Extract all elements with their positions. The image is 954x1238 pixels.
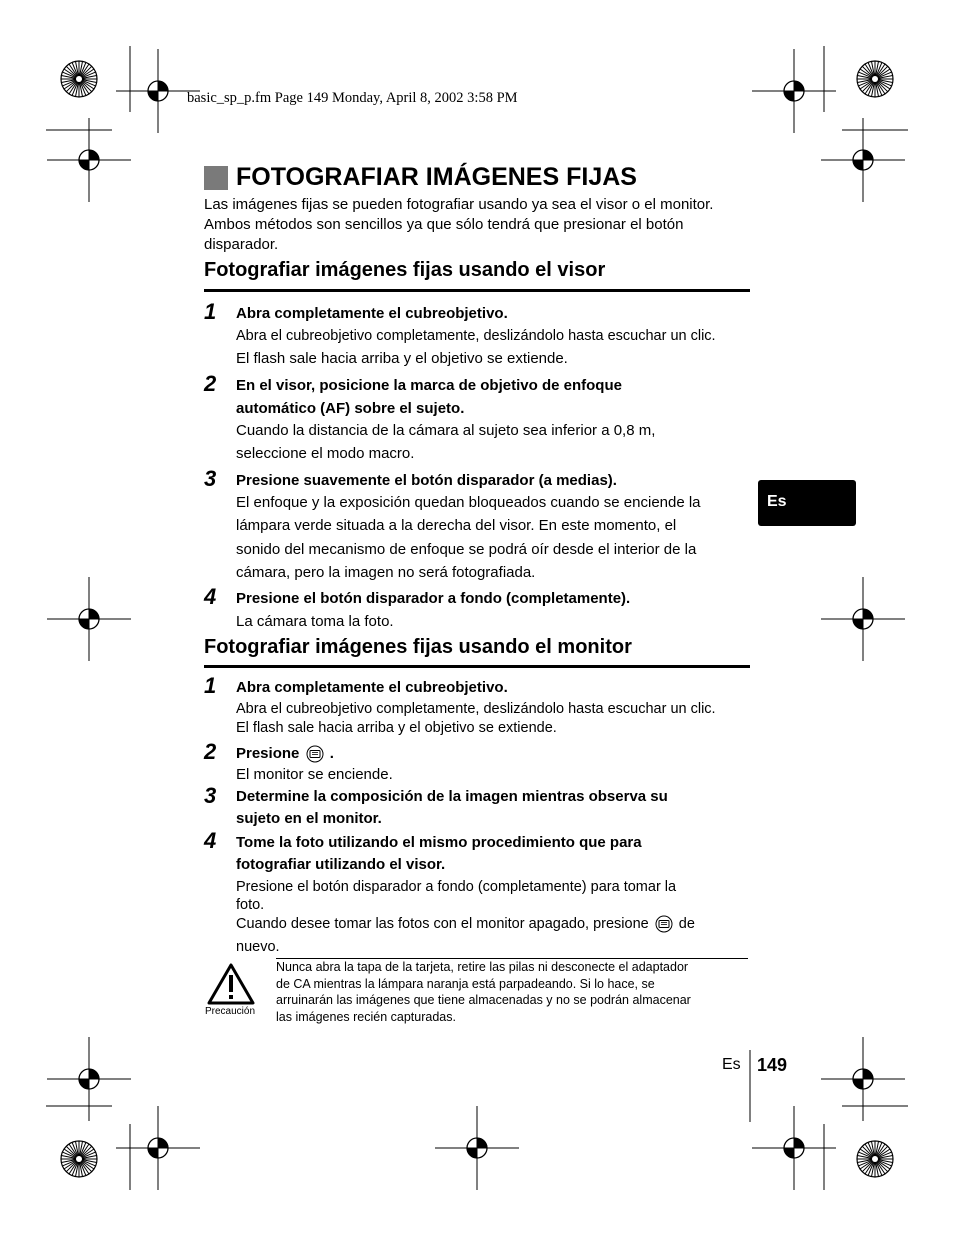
- intro-line: disparador.: [204, 236, 279, 253]
- step-text: El flash sale hacia arriba y el objetivo se extiende.: [236, 350, 568, 367]
- intro-line: Las imágenes fijas se pueden fotografiar usando ya sea el visor o el monitor.: [204, 196, 714, 213]
- step-number: 3: [204, 783, 217, 808]
- step-title-post: .: [329, 745, 334, 762]
- step-title: sujeto en el monitor.: [236, 810, 382, 827]
- step-title: Determine la composición de la imagen mientras observa su: [236, 788, 668, 805]
- step-number: 1: [204, 299, 217, 324]
- step-text: Presione el botón disparador a fondo (completamente) para tomar la: [236, 879, 677, 895]
- title-square-icon: [204, 166, 228, 190]
- language-tab-label: Es: [767, 493, 787, 510]
- step-text: seleccione el modo macro.: [236, 445, 415, 462]
- step-title-pre: Presione: [236, 745, 300, 762]
- step-number: 4: [204, 828, 217, 853]
- step-text: El enfoque y la exposición quedan bloqueados cuando se enciende la: [236, 494, 701, 511]
- step-text: El monitor se enciende.: [236, 766, 393, 783]
- step-title: Abra completamente el cubreobjetivo.: [236, 679, 508, 696]
- step-title: Presione el botón disparador a fondo (completamente).: [236, 590, 631, 607]
- caution-label: Precaución: [205, 1006, 256, 1017]
- step-text: nuevo.: [236, 939, 280, 955]
- caution-text: Nunca abra la tapa de la tarjeta, retire las pilas ni desconecte el adaptador: [276, 960, 689, 974]
- step-title: fotografiar utilizando el visor.: [236, 856, 446, 873]
- caution-text: de CA mientras la lámpara naranja está parpadeando. Si lo hace, se: [276, 976, 655, 991]
- section2-heading: Fotografiar imágenes fijas usando el monitor: [204, 636, 632, 658]
- language-tab: [758, 480, 856, 526]
- step-number: 1: [204, 673, 217, 698]
- section1-heading: Fotografiar imágenes fijas usando el visor: [204, 259, 606, 281]
- intro-line: Ambos métodos son sencillos ya que sólo tendrá que presionar el botón: [204, 216, 684, 233]
- section2-rule: [204, 665, 750, 668]
- step-text: Cuando la distancia de la cámara al sujeto sea inferior a 0,8 m,: [236, 422, 656, 439]
- step-title: [236, 743, 334, 765]
- step-text: Abra el cubreobjetivo completamente, deslizándolo hasta escuchar un clic.: [236, 701, 716, 717]
- step-text: La cámara toma la foto.: [236, 613, 394, 630]
- step-title: En el visor, posicione la marca de objetivo de enfoque: [236, 377, 622, 394]
- file-header: basic_sp_p.fm Page 149 Monday, April 8, 2002 3:58 PM: [187, 90, 518, 106]
- step-text: lámpara verde situada a la derecha del visor. En este momento, el: [236, 517, 677, 534]
- step-title: Tome la foto utilizando el mismo procedimiento que para: [236, 834, 642, 851]
- step-number: 2: [204, 739, 217, 764]
- step-text: Abra el cubreobjetivo completamente, deslizándolo hasta escuchar un clic.: [236, 328, 716, 344]
- monitor-button-icon: [653, 915, 675, 933]
- step-number: 3: [204, 466, 217, 491]
- page-number: 149: [757, 1055, 788, 1075]
- step-text-post: de: [678, 916, 695, 932]
- page-title: [204, 163, 637, 192]
- caution-text: las imágenes recién capturadas.: [276, 1009, 456, 1024]
- footer-language: Es: [722, 1056, 741, 1073]
- step-title: Abra completamente el cubreobjetivo.: [236, 305, 508, 322]
- step-text: foto.: [236, 897, 265, 913]
- caution-text: arruinarán las imágenes que tiene almacenadas y no se podrán almacenar: [276, 993, 691, 1007]
- monitor-button-icon: [304, 745, 326, 763]
- step-text: cámara, pero la imagen no será fotografiada.: [236, 564, 536, 581]
- step-text-pre: Cuando desee tomar las fotos con el monitor apagado, presione: [236, 916, 649, 932]
- page-title-text: FOTOGRAFIAR IMÁGENES FIJAS: [236, 163, 637, 191]
- warning-triangle-icon: [207, 962, 257, 1006]
- step-number: 4: [204, 584, 217, 609]
- section1-rule: [204, 289, 750, 292]
- step-title: automático (AF) sobre el sujeto.: [236, 400, 465, 417]
- step-title: Presione suavemente el botón disparador (a medias).: [236, 472, 617, 489]
- step-number: 2: [204, 371, 217, 396]
- step-text: sonido del mecanismo de enfoque se podrá oír desde el interior de la: [236, 541, 697, 558]
- step-text: [236, 915, 695, 934]
- step-text: El flash sale hacia arriba y el objetivo se extiende.: [236, 720, 557, 736]
